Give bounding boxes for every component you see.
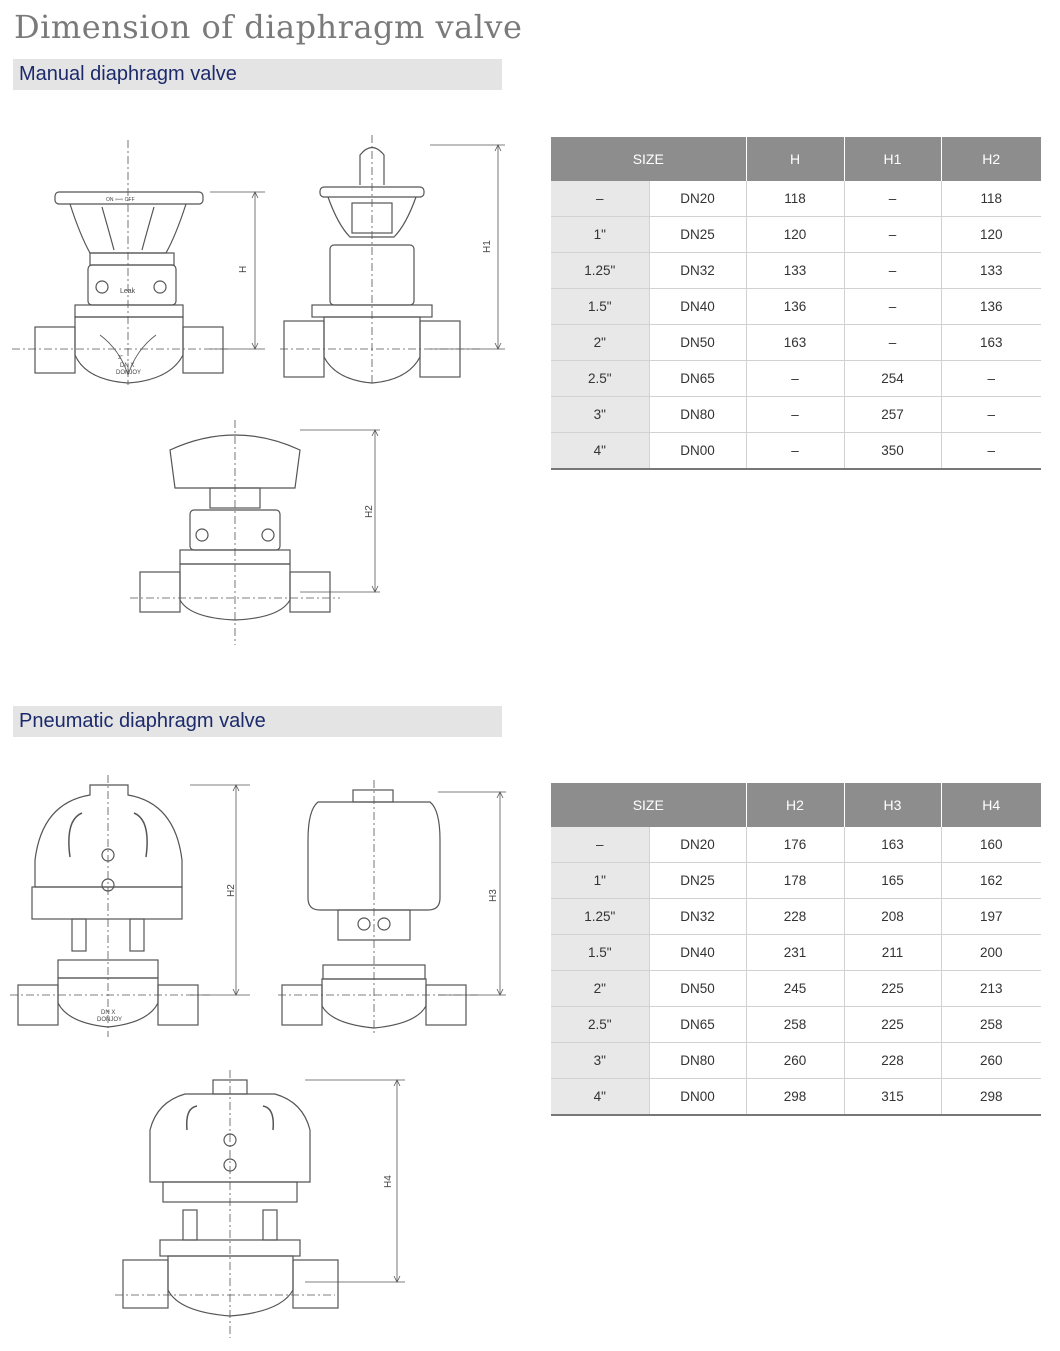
size-inch-cell: –: [551, 827, 649, 863]
value-cell: –: [844, 217, 941, 253]
size-dn-cell: DN32: [649, 253, 746, 289]
dimension-label-h1: H1: [482, 240, 493, 253]
value-cell: –: [941, 397, 1041, 433]
value-cell: –: [941, 433, 1041, 470]
table-row: [551, 1043, 1041, 1079]
value-cell: 165: [844, 863, 941, 899]
value-cell: 133: [746, 253, 844, 289]
table-row: [551, 1007, 1041, 1043]
value-cell: 258: [746, 1007, 844, 1043]
size-inch-cell: 3": [551, 1043, 649, 1079]
pneumatic-valve-front-drawing: [10, 775, 260, 1040]
brand-label: DONJOY: [97, 1017, 123, 1023]
size-mark: 2": [118, 355, 123, 361]
size-inch-cell: 2.5": [551, 1007, 649, 1043]
size-inch-cell: 1.25": [551, 899, 649, 935]
size-dn-cell: DN80: [649, 1043, 746, 1079]
on-off-label: ON ⇦⇨ OFF: [106, 197, 135, 203]
size-inch-cell: 2": [551, 971, 649, 1007]
dimension-label-h2: H2: [364, 505, 375, 518]
value-cell: 163: [941, 325, 1041, 361]
value-cell: –: [746, 361, 844, 397]
size-dn-cell: DN80: [649, 397, 746, 433]
size-inch-cell: 2": [551, 325, 649, 361]
value-cell: 298: [941, 1079, 1041, 1116]
value-cell: 133: [941, 253, 1041, 289]
table-row: [551, 325, 1041, 361]
pneumatic-section-header: [13, 706, 502, 737]
column-header-h1: H1: [844, 137, 941, 181]
size-inch-cell: 1": [551, 217, 649, 253]
size-inch-cell: 4": [551, 433, 649, 470]
dn-label: DN X: [101, 1010, 116, 1016]
value-cell: 118: [941, 181, 1041, 217]
table-row: [551, 827, 1041, 863]
manual-section-title: Manual diaphragm valve: [19, 63, 237, 85]
size-inch-cell: 4": [551, 1079, 649, 1116]
value-cell: 160: [941, 827, 1041, 863]
size-dn-cell: DN00: [649, 433, 746, 470]
value-cell: 257: [844, 397, 941, 433]
size-inch-cell: 1.5": [551, 935, 649, 971]
table-row: [551, 289, 1041, 325]
size-dn-cell: DN50: [649, 971, 746, 1007]
value-cell: 231: [746, 935, 844, 971]
column-header-size: SIZE: [551, 783, 746, 827]
manual-dimension-table: [551, 137, 1041, 470]
table-row: [551, 361, 1041, 397]
size-inch-cell: 1.25": [551, 253, 649, 289]
dimension-label-h2: H2: [226, 884, 237, 897]
value-cell: 136: [941, 289, 1041, 325]
value-cell: 254: [844, 361, 941, 397]
value-cell: –: [844, 253, 941, 289]
value-cell: 208: [844, 899, 941, 935]
column-header-h4: H4: [941, 783, 1041, 827]
size-dn-cell: DN20: [649, 181, 746, 217]
size-dn-cell: DN00: [649, 1079, 746, 1116]
value-cell: 200: [941, 935, 1041, 971]
size-dn-cell: DN20: [649, 827, 746, 863]
manual-valve-front-drawing: [10, 135, 280, 390]
value-cell: 225: [844, 971, 941, 1007]
value-cell: 245: [746, 971, 844, 1007]
size-dn-cell: DN65: [649, 1007, 746, 1043]
value-cell: 162: [941, 863, 1041, 899]
dn-label: DN X: [120, 363, 135, 369]
value-cell: 163: [746, 325, 844, 361]
size-inch-cell: –: [551, 181, 649, 217]
value-cell: 260: [941, 1043, 1041, 1079]
value-cell: 211: [844, 935, 941, 971]
value-cell: 176: [746, 827, 844, 863]
manual-section-header: [13, 59, 502, 90]
pneumatic-valve-side-drawing: [278, 780, 508, 1040]
value-cell: 136: [746, 289, 844, 325]
size-inch-cell: 3": [551, 397, 649, 433]
value-cell: 213: [941, 971, 1041, 1007]
size-inch-cell: 1.5": [551, 289, 649, 325]
value-cell: 118: [746, 181, 844, 217]
pneumatic-dimension-table: [551, 783, 1041, 1116]
size-inch-cell: 1": [551, 863, 649, 899]
column-header-h2: H2: [746, 783, 844, 827]
table-row: [551, 971, 1041, 1007]
leak-label: Leak: [120, 288, 136, 295]
table-header-row: [551, 783, 1041, 827]
value-cell: –: [941, 361, 1041, 397]
table-row: [551, 181, 1041, 217]
column-header-h2: H2: [941, 137, 1041, 181]
value-cell: 228: [844, 1043, 941, 1079]
table-row: [551, 253, 1041, 289]
table-row: [551, 1079, 1041, 1116]
value-cell: 197: [941, 899, 1041, 935]
value-cell: 260: [746, 1043, 844, 1079]
size-dn-cell: DN32: [649, 899, 746, 935]
size-dn-cell: DN40: [649, 935, 746, 971]
manual-valve-side-drawing: [280, 135, 510, 390]
table-row: [551, 397, 1041, 433]
brand-label: DONJOY: [116, 370, 142, 376]
value-cell: –: [746, 397, 844, 433]
dimension-label-h: H: [238, 265, 249, 273]
size-dn-cell: DN50: [649, 325, 746, 361]
value-cell: –: [844, 289, 941, 325]
page-title: Dimension of diaphragm valve: [14, 8, 523, 46]
size-dn-cell: DN25: [649, 217, 746, 253]
dimension-label-h4: H4: [383, 1175, 394, 1188]
column-header-size: SIZE: [551, 137, 746, 181]
table-row: [551, 863, 1041, 899]
column-header-h: H: [746, 137, 844, 181]
dimension-label-h3: H3: [488, 889, 499, 902]
manual-valve-large-drawing: [130, 420, 390, 650]
table-row: [551, 217, 1041, 253]
value-cell: 120: [746, 217, 844, 253]
value-cell: 225: [844, 1007, 941, 1043]
value-cell: 315: [844, 1079, 941, 1116]
value-cell: –: [746, 433, 844, 470]
column-header-h3: H3: [844, 783, 941, 827]
value-cell: 178: [746, 863, 844, 899]
value-cell: 350: [844, 433, 941, 470]
table-row: [551, 935, 1041, 971]
value-cell: 228: [746, 899, 844, 935]
size-dn-cell: DN40: [649, 289, 746, 325]
value-cell: 163: [844, 827, 941, 863]
table-row: [551, 899, 1041, 935]
value-cell: 120: [941, 217, 1041, 253]
table-row: [551, 433, 1041, 470]
table-header-row: [551, 137, 1041, 181]
size-dn-cell: DN65: [649, 361, 746, 397]
size-inch-cell: 2.5": [551, 361, 649, 397]
pneumatic-valve-large-drawing: [115, 1070, 415, 1340]
size-dn-cell: DN25: [649, 863, 746, 899]
pneumatic-section-title: Pneumatic diaphragm valve: [19, 710, 266, 732]
value-cell: –: [844, 181, 941, 217]
value-cell: –: [844, 325, 941, 361]
value-cell: 258: [941, 1007, 1041, 1043]
value-cell: 298: [746, 1079, 844, 1116]
